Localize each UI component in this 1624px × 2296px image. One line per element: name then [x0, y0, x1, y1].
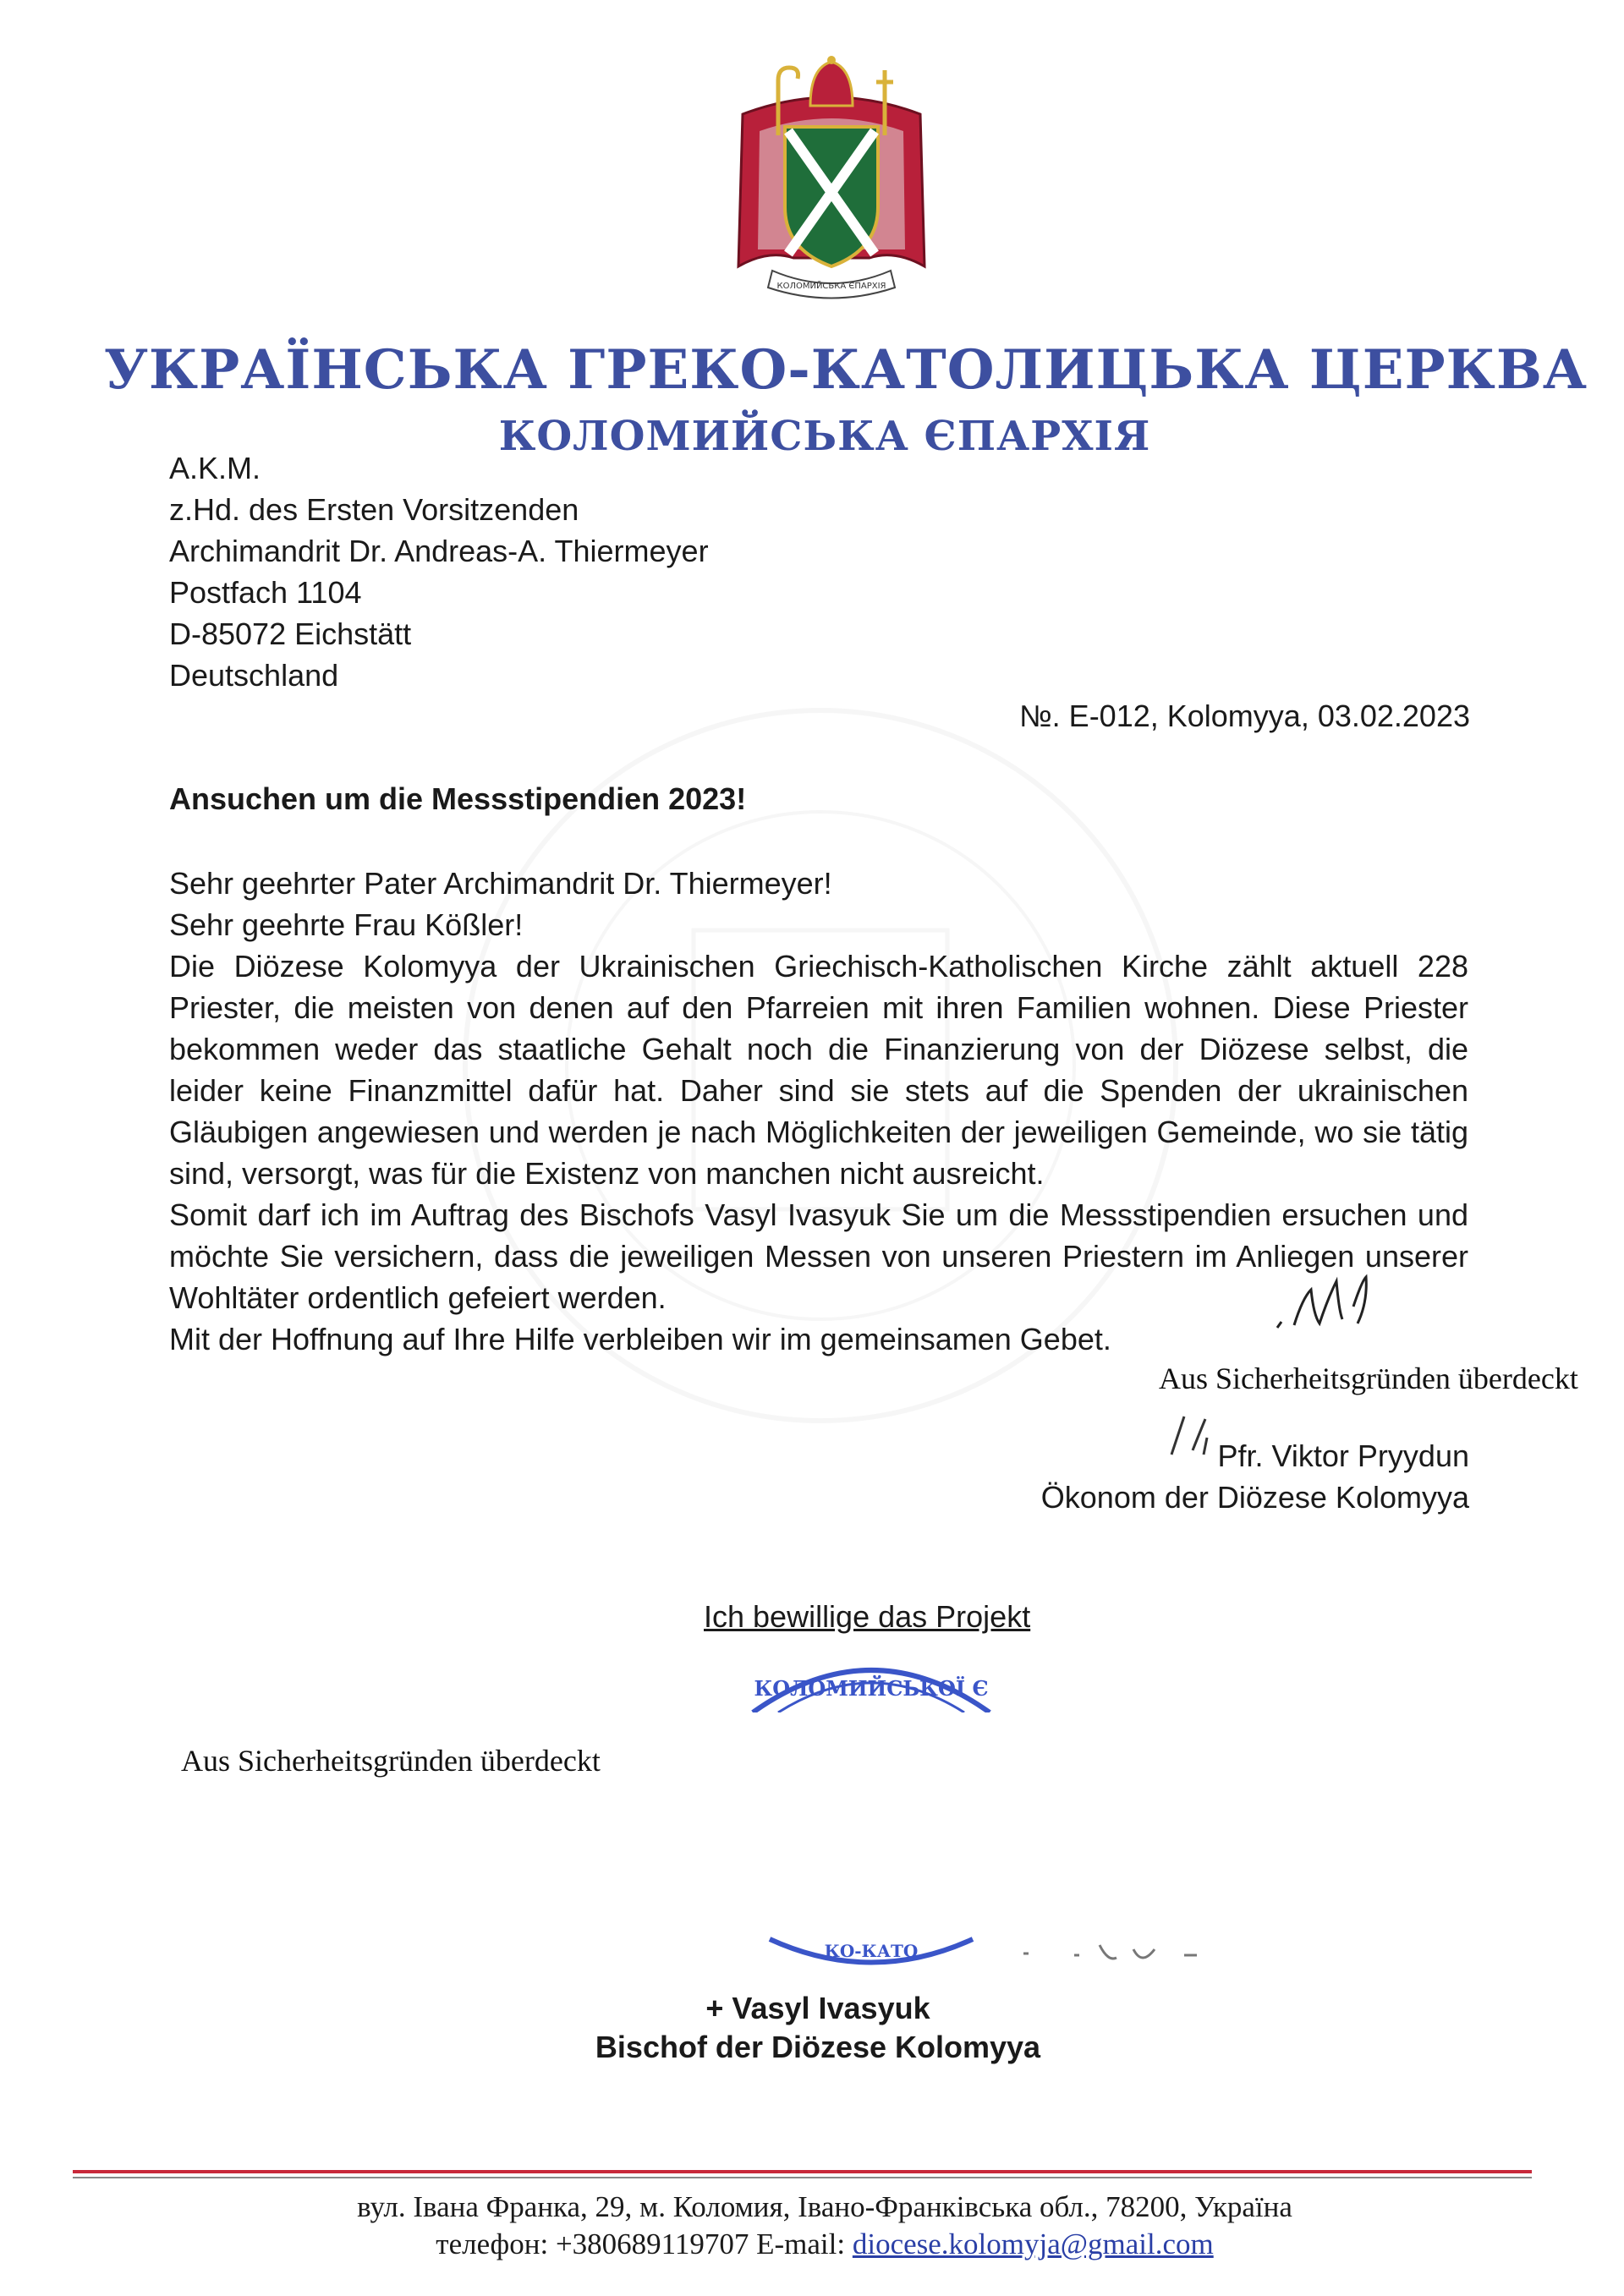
diocese-coat-of-arms: [726, 55, 937, 309]
official-seal-bottom: [761, 1935, 981, 1977]
recipient-line: z.Hd. des Ersten Vorsitzenden: [169, 492, 579, 527]
footer-contact: [0, 2228, 1624, 2261]
seal-text-top: КОЛОМИЙСЬКОЇ Є: [754, 1676, 989, 1701]
greeting-1: Sehr geehrter Pater Archimandrit Dr. Thiermeyer!: [169, 866, 832, 901]
recipient-line: Deutschland: [169, 658, 339, 693]
footer-address: вул. Івана Франка, 29, м. Коломия, Івано-Франківська обл., 78200, Україна: [357, 2190, 1292, 2223]
eparchy-title: КОЛОМИЙСЬКА ЄПАРХІЯ: [498, 413, 1151, 460]
recipient-line: Postfach 1104: [169, 575, 362, 610]
crest-motto: КОЛОМИЙСЬКА ЄПАРХІЯ: [776, 282, 886, 291]
footer-email-link[interactable]: diocese.kolomyja@gmail.com: [852, 2228, 1214, 2260]
footer-divider-red: [73, 2170, 1532, 2173]
reference-number-date: №. E-012, Kolomyya, 03.02.2023: [1019, 699, 1470, 733]
footer-divider-grey: [73, 2177, 1532, 2178]
footer-phone: телефон: +380689119707 E-mail:: [436, 2228, 853, 2260]
church-title: УКРАЇНСЬКА ГРЕКО-КАТОЛИЦЬКА ЦЕРКВА: [103, 338, 1588, 402]
greeting-2: Sehr geehrte Frau Kößler!: [169, 907, 524, 942]
handwritten-signature: [1273, 1273, 1379, 1336]
recipient-line: Archimandrit Dr. Andreas-A. Thiermeyer: [169, 534, 709, 568]
letter-subject: Ansuchen um die Messstipendien 2023!: [169, 781, 747, 816]
seal-text-bottom: КО-КАТО: [824, 1941, 919, 1961]
signer-role: Ökonom der Diözese Kolomyya: [1040, 1480, 1469, 1515]
bishop-name: + Vasyl Ivasyuk: [705, 1991, 930, 2025]
body-paragraph-1: Die Diözese Kolomyya der Ukrainischen Griechisch-Katholischen Kirche zählt aktuell 228 Priester, die meisten von denen auf den Pfarreien mit ihren Familien wohnen. Diese Priester bekommen weder das staatliche Gehalt noch die Finanzierung von der Diözese selbst, die leider keine Finanzmittel dafür hat. Daher sind sie stets auf die Spenden der ukrainischen Gläubigen angewiesen und werden je nach Möglichkeiten der jeweiligen Gemeinde, wo sie tätig sind, versorgt, was für die Existenz von manchen nicht ausreicht.: [169, 949, 1468, 1191]
redaction-note: Aus Sicherheitsgründen überdeckt: [1159, 1362, 1578, 1395]
scan-artifacts: [1015, 1937, 1218, 1970]
body-paragraph-2: Somit darf ich im Auftrag des Bischofs Vasyl Ivasyuk Sie um die Messstipendien ersuchen und möchte Sie versichern, dass die jeweiligen Messen von unseren Priestern im Anliegen unserer Wohltäter ordentlich gefeiert werden.: [169, 1197, 1468, 1315]
approval-statement: Ich bewillige das Projekt: [704, 1599, 1031, 1634]
recipient-line: A.K.M.: [169, 451, 261, 485]
official-seal-top: [744, 1645, 998, 1712]
signer-name: Pfr. Viktor Pryydun: [1217, 1438, 1469, 1473]
bishop-role: Bischof der Diözese Kolomyya: [595, 2030, 1041, 2064]
recipient-line: D-85072 Eichstätt: [169, 616, 412, 651]
body-paragraph-3: Mit der Hoffnung auf Ihre Hilfe verbleiben wir im gemeinsamen Gebet.: [169, 1322, 1111, 1356]
redaction-note: Aus Sicherheitsgründen überdeckt: [181, 1744, 601, 1778]
